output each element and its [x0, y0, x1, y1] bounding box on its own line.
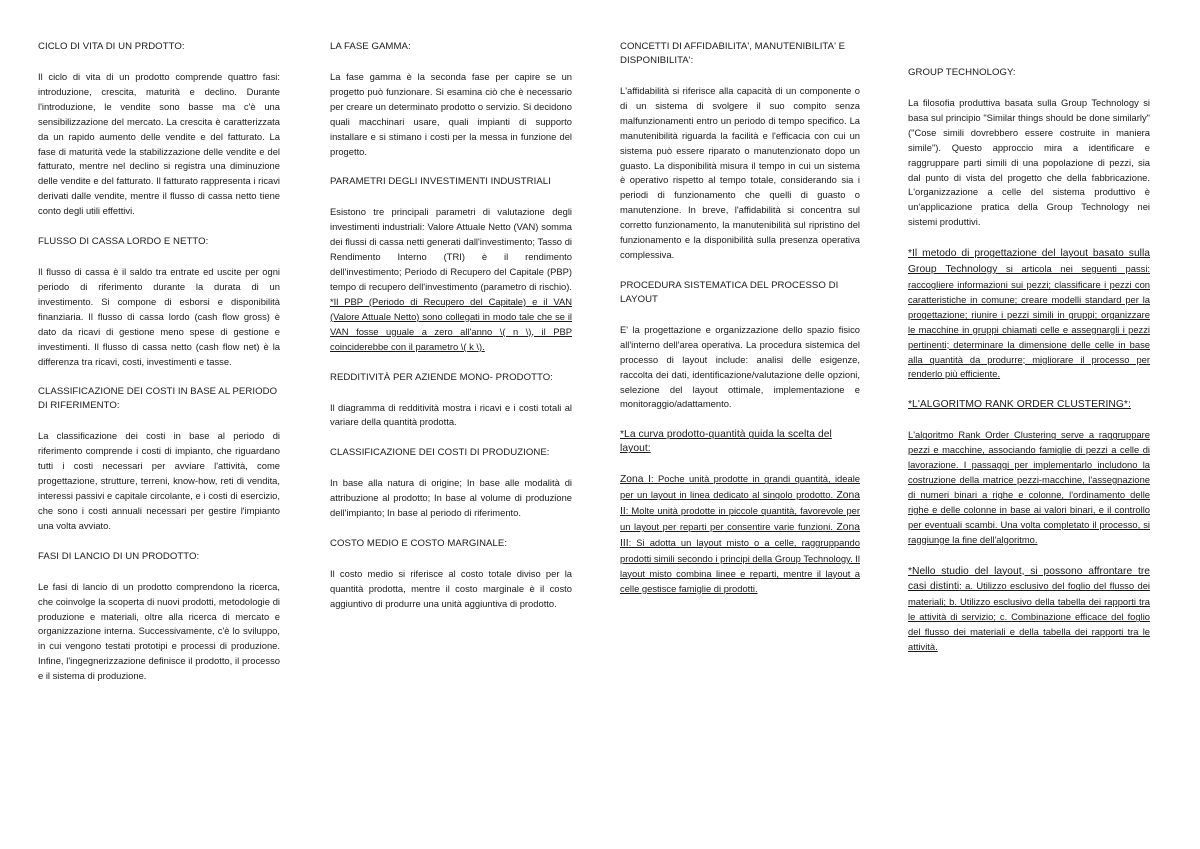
section-title-classificazione-costi-periodo: CLASSIFICAZIONE DEI COSTI IN BASE AL PERIODO DI RIFERIMENTO: [38, 386, 278, 412]
section-text-affidabilita: L'affidabilità si riferisce alla capacità di un componente o di un sistema di svolgere il suo compito senza malfunzionamenti entro un periodo di tempo specifico. La manutenibilità riguarda la facilità e l'efficacia con cui un sistema può essere riparato o manutenzionato dopo un guasto. La disponibilità misura il tempo in cui un sistema è operativo rispetto al tempo totale, considerando sia i periodi di funzionamento che quelli di guasto o manutenzione. In breve, l'affidabilità si concentra sul corretto funzionamento, la manutenibilità sul ripristino del funzionamento e la disponibilità sulla presenza operativa complessiva. [620, 85, 860, 260]
section-title-costo-medio: COSTO MEDIO E COSTO MARGINALE: [330, 538, 508, 550]
zona-2-label: Zona II [620, 490, 860, 518]
section-title-ciclo-vita: CICLO DI VITA DI UN PRDOTTO: [38, 41, 185, 52]
zona-1-label: Zona I [620, 474, 651, 486]
section-title-flusso-cassa: FLUSSO DI CASSA LORDO E NETTO: [38, 236, 209, 248]
section-text-classificazione-costi-periodo: La classificazione dei costi in base al periodo di riferimento comprende i costi di impianto, che riguardano tutti i costi necessari per avviare l'attività, come progettazione, strutture, terreni, know-how, reti di vendita, interessi passivi e capitale circolante, e i costi di esercizio, che sono i costi annuali necessari per gestire l'impianto una volta avviato. [38, 430, 280, 531]
section-title-affidabilita: CONCETTI DI AFFIDABILITA', MANUTENIBILITA' E DISPONIBILITA': [620, 41, 846, 66]
section-title-fase-gamma: LA FASE GAMMA: [330, 41, 411, 52]
section-title-procedura-layout: PROCEDURA SISTEMATICA DEL PROCESSO DI LAYOUT [620, 279, 839, 305]
section-text-group-technology: La filosofia produttiva basata sulla Group Technology si basa sul principio "Similar things should be done similarly" ("Cose simili dovrebbero essere costruite in maniera simile"). Questo approccio mira a identificare e raggruppare parti simili di una popolazione di pezzi, sia dal punto di vista del progetto che della fabbricazione. L'organizzazione a celle del sistema produttivo è un'applicazione pratica della Group Technology nei sistemi produttivi. [908, 97, 1150, 228]
zona-3-label: Zona III [620, 522, 860, 549]
column-1 [38, 40, 280, 700]
section-title-redditivita: REDDITIVITÀ PER AZIENDE MONO- PRODOTTO: [330, 371, 553, 383]
metodo-lead: *Il metodo di progettazione del layout basato sulla Group Technology [908, 248, 1150, 276]
section-text-flusso-cassa: Il flusso di cassa è il saldo tra entrate ed uscite per ogni periodo di riferimento durante la durata di un investimento. Si compone di esborsi e disponibilità finanziaria. Il flusso di cassa lordo (cash flow gross) è dato da ricavi di gestione meno spese di gestione e investimenti. Il flusso di cassa netto (cash flow net) è la differenza tra ricavi, costi, investimenti e tasse. [38, 266, 280, 367]
section-title-group-technology: GROUP TECHNOLOGY: [908, 67, 1016, 78]
section-text-procedura-layout: E' la progettazione e organizzazione dello spazio fisico all'interno dell'area operativa. La procedura sistemica del processo di layout include: analisi delle esigenze, raccolta dei dati, identificazione/valutazione delle opzioni, selezione del layout ottimale, implementazione e monitoraggio/adattamento. [620, 323, 860, 410]
section-text-redditivita: Il diagramma di redditività mostra i ricavi e i costi totali al variare della quantità prodotta. [330, 401, 572, 428]
parametri-note-underlined: *Il PBP (Periodo di Recupero del Capitale) e il VAN (Valore Attuale Netto) sono collegati in modo tale che se il VAN fosse uguale a zero all'anno \( n \), il PBP coinciderebbe con il parametro \( k \). [330, 295, 572, 352]
column-4 [908, 66, 1150, 671]
section-title-rank-order: *L'ALGORITMO RANK ORDER CLUSTERING*: [908, 399, 1131, 411]
section-text-parametri-investimenti [330, 205, 572, 354]
section-text-zone [620, 472, 860, 596]
section-text-fase-gamma: La fase gamma è la seconda fase per capire se un progetto può funzionare. Si esamina ciò che è necessario per creare un determinato prodotto o servizio. Si decidono quali macchinari usare, quali impianti di supporto installare e si stimano i costi per la messa in funzione del progetto. [330, 71, 572, 157]
section-text-costo-medio: Il costo medio si riferisce al costo totale diviso per la quantità prodotta, mentre il costo marginale è il costo aggiuntivo di produrre una unità aggiuntiva di prodotto. [330, 568, 572, 609]
section-title-classificazione-costi-produzione: CLASSIFICAZIONE DEI COSTI DI PRODUZIONE: [330, 447, 550, 459]
section-text-classificazione-costi-produzione: In base alla natura di origine; In base alle modalità di attribuzione al prodotto; In base al volume di produzione dell'impianto; In base al periodo di riferimento. [330, 477, 572, 519]
casi-text: : a. Utilizzo esclusivo del foglio del flusso dei materiali; b. Utilizzo esclusivo della tabella dei rapporti tra le attività di servizio; c. Combinazione efficace del foglio del flusso dei materiali e della tabella dei rapporti tra le attività. [908, 580, 1150, 653]
zona-3-text: : Si adotta un layout misto o a celle, raggruppando prodotti simili secondo i principi della Group Technology. Il layout misto combina linee e reparti, mentre il layout a celle gestisce famiglie di prodotti. [620, 536, 860, 594]
section-text-metodo-progettazione [908, 246, 1150, 382]
column-3 [620, 40, 860, 613]
section-text-ciclo-vita: Il ciclo di vita di un prodotto comprende quattro fasi: introduzione, crescita, maturità e declino. Durante l'introduzione, le vendite sono basse ma c'è una sensibilizzazione del mercato. La crescita è caratterizzata da un rapido aumento delle vendite e del fatturato. La fase di maturità vede la stabilizzazione delle vendite e del fatturato, mentre nel declino si registra una diminuzione delle vendite e del fatturato. Il fatturato rappresenta i ricavi derivati dalle vendite, mentre il flusso di cassa netto tiene conto degli utili effettivi. [38, 71, 280, 217]
zona-1-text: : Poche unità prodotte in grandi quantità, ideale per un layout in linea dedicato al singolo prodotto. [620, 473, 860, 501]
casi-lead: *Nello studio del layout, si possono affrontare tre casi distinti [908, 565, 1150, 593]
section-title-curva-prodotto-quantita: *La curva prodotto-quantità guida la scelta del layout: [620, 429, 832, 455]
column-2 [330, 40, 572, 628]
section-text-casi-layout [908, 564, 1150, 655]
section-title-parametri-investimenti: PARAMETRI DEGLI INVESTIMENTI INDUSTRIALI [330, 176, 551, 188]
section-text-fasi-lancio: Le fasi di lancio di un prodotto comprendono la ricerca, che coinvolge la scoperta di nuovi prodotti, metodologie di produzione e materiali, oltre alla ricerca di mercato e organizzazione interna. Successivamente, c'è lo sviluppo, in cui vengono testati prototipi e processi di produzione. Infine, l'ingegnerizzazione definisce il prodotto, il processo e il sistema di produzione. [38, 580, 280, 682]
parametri-text: Esistono tre principali parametri di valutazione degli investimenti industriali: Valore Attuale Netto (VAN) somma dei flussi di cassa netti generati dall'investimento; Tasso di Rendimento Interno (TRI) è il rendimento dell'investimento; Periodo di Recupero del Capitale (PBP) tempo di recupero dell'investimento (parametro di rischio). [330, 206, 572, 292]
section-title-fasi-lancio: FASI DI LANCIO DI UN PRODOTTO: [38, 550, 200, 562]
zona-2-text: : Molte unità prodotte in piccole quantità, favorevole per un layout per reparti per consentire varie funzioni. [620, 505, 860, 533]
section-text-rank-order: L'algoritmo Rank Order Clustering serve a raggruppare pezzi e macchine, associando famiglie di pezzi a celle di lavorazione. I passaggi per implementarlo includono la costruzione della matrice pezzi-macchine, l'assegnazione di numeri binari a righe e colonne, l'ordinamento delle righe e delle colonne in base ai valori binari, e il controllo per eventuali scambi. Una volta completato il processo, si raggiunge la fine dell'algoritmo. [908, 429, 1150, 545]
metodo-text: si articola nei seguenti passi: raccogliere informazioni sui pezzi; classificare i pezzi con caratteristiche in comune; creare modelli standard per la progettazione; riunire i pezzi simili in gruppi; organizzare le macchine in gruppi chiamati celle e assegnargli i pezzi pertinenti; determinare la dimensione delle celle in base alla quantità da produrre; migliorare il processo per renderlo più efficiente. [908, 263, 1150, 380]
